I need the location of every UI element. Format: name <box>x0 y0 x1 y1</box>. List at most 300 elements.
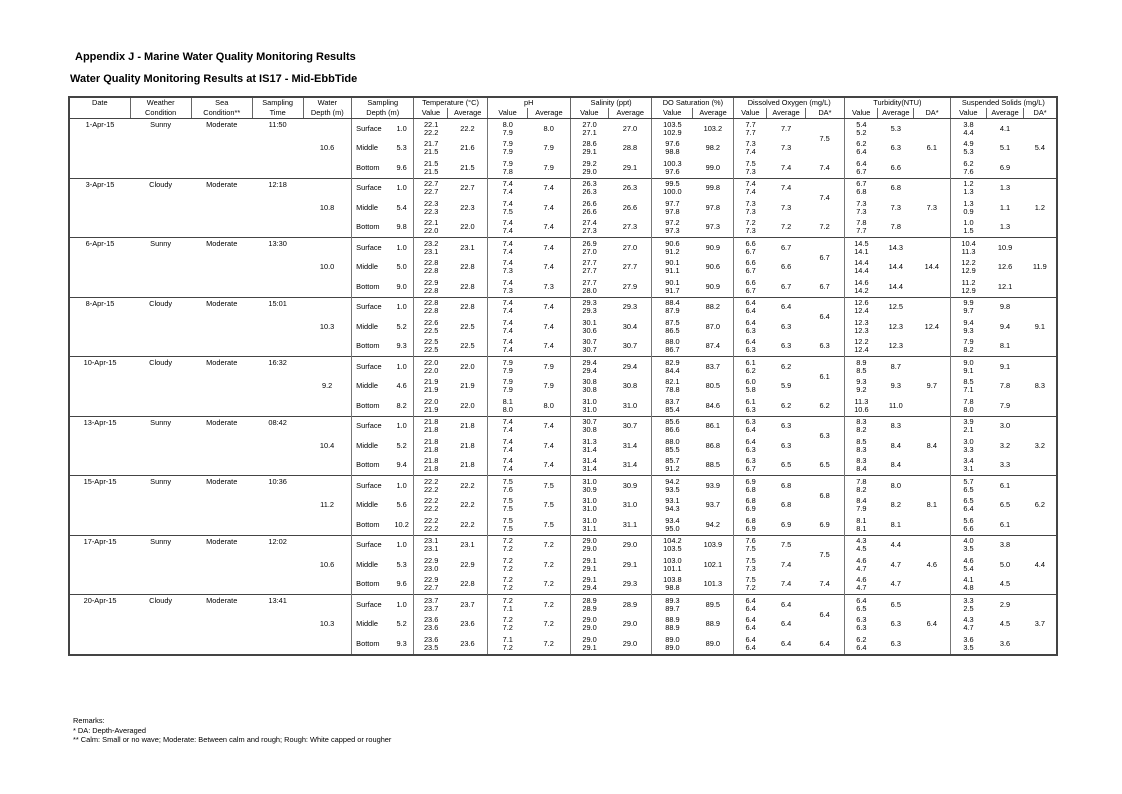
dissolved-oxygen-bottom: 6.5 <box>819 460 830 470</box>
dissolved-oxygen-average: 6.5 <box>780 460 792 470</box>
ph-value-reading-2: 7.9 <box>502 147 513 157</box>
suspended-solids-value-reading-1: 4.6 <box>963 555 974 565</box>
turbidity-value-reading-2: 6.5 <box>856 603 867 613</box>
turbidity-value <box>845 416 878 436</box>
turbidity-value-reading-1: 4.6 <box>856 575 867 585</box>
header-sub-average: Average <box>767 108 805 119</box>
turbidity-value-reading-2: 8.5 <box>856 365 867 375</box>
temperature-value <box>414 595 448 615</box>
suspended-solids-value-reading-1: 3.3 <box>963 595 974 605</box>
depth-level-label: Bottom <box>352 218 390 238</box>
suspended-solids-average: 9.8 <box>986 297 1023 317</box>
temperature-value-reading-2: 22.8 <box>423 266 439 276</box>
salinity-value <box>570 515 608 535</box>
water-depth-cell: 10.6 <box>303 119 352 179</box>
ph-value-reading-1: 8.0 <box>502 119 513 129</box>
dissolved-oxygen-value <box>734 357 767 377</box>
suspended-solids-average: 1.1 <box>999 202 1011 212</box>
sea-condition-cell: Moderate <box>191 178 252 238</box>
temperature-value-reading-2: 21.8 <box>423 464 439 474</box>
do-saturation-value <box>652 158 692 178</box>
temperature-value <box>414 158 448 178</box>
suspended-solids-value-reading-1: 10.4 <box>961 238 976 248</box>
sampling-depth-cell: 5.3 <box>396 559 407 569</box>
suspended-solids-value <box>950 337 986 357</box>
suspended-solids-value <box>950 416 986 436</box>
ph-value <box>487 139 527 159</box>
do-saturation-average: 102.1 <box>703 559 723 569</box>
ph-average: 7.2 <box>543 579 554 589</box>
dissolved-oxygen-value <box>734 377 767 397</box>
suspended-solids-value <box>950 158 986 178</box>
sampling-depth-cell: 5.3 <box>396 143 407 153</box>
suspended-solids-value <box>950 555 986 575</box>
dissolved-oxygen-value-reading-1: 7.2 <box>745 218 756 228</box>
turbidity-da: 6.1 <box>914 119 950 179</box>
do-saturation-value-reading-1: 97.7 <box>665 198 680 208</box>
sampling-depth-cell: 4.6 <box>396 381 407 391</box>
sampling-time-cell: 13:30 <box>252 238 303 298</box>
salinity-value <box>570 218 608 238</box>
temperature-value <box>414 377 448 397</box>
ph-value-reading-2: 7.4 <box>502 444 513 454</box>
temperature-value-reading-1: 21.7 <box>423 139 439 149</box>
do-saturation-value-reading-1: 87.5 <box>665 317 680 327</box>
do-saturation-value-reading-2: 89.0 <box>665 642 680 652</box>
do-saturation-average: 86.8 <box>705 440 721 450</box>
turbidity-value <box>845 496 878 516</box>
do-saturation-average: 86.1 <box>692 416 733 436</box>
header-sub-average: Average <box>986 108 1023 119</box>
temperature-value-reading-2: 22.2 <box>423 504 439 514</box>
header-sub-value: Value <box>414 108 448 119</box>
header-date-sub <box>69 108 130 119</box>
header-do-saturation: DO Saturation (%) <box>652 97 734 108</box>
ph-value <box>487 416 527 436</box>
suspended-solids-value-reading-2: 8.0 <box>963 404 974 414</box>
ph-value-reading-2: 7.1 <box>502 603 513 613</box>
salinity-value-reading-1: 27.7 <box>582 277 597 287</box>
suspended-solids-da: 4.4 <box>1024 535 1057 595</box>
suspended-solids-value-reading-1: 3.6 <box>963 634 974 644</box>
ph-value-reading-2: 7.4 <box>502 187 513 197</box>
do-saturation-average: 99.8 <box>692 178 733 198</box>
suspended-solids-average: 7.9 <box>999 400 1011 410</box>
temperature-value-reading-2: 21.8 <box>423 425 439 435</box>
header-sampling: Sampling <box>252 97 303 108</box>
turbidity-average: 4.4 <box>878 535 914 555</box>
turbidity-average: 14.4 <box>888 262 904 272</box>
salinity-average: 27.0 <box>608 119 652 139</box>
turbidity-value <box>845 297 878 317</box>
dissolved-oxygen-value-reading-2: 6.3 <box>745 325 756 335</box>
turbidity-average: 8.0 <box>878 476 914 496</box>
temperature-average: 22.7 <box>448 178 487 198</box>
depth-level-label: Bottom <box>352 396 390 416</box>
temperature-value <box>414 476 448 496</box>
temperature-value <box>414 139 448 159</box>
turbidity-value-reading-1: 6.4 <box>856 158 867 168</box>
header-sub-da: DA* <box>914 108 950 119</box>
sea-condition-cell: Moderate <box>191 476 252 536</box>
do-saturation-value-reading-2: 98.8 <box>665 147 680 157</box>
dissolved-oxygen-value-reading-1: 6.8 <box>745 496 756 506</box>
turbidity-value-reading-2: 4.5 <box>856 544 867 554</box>
temperature-value <box>414 218 448 238</box>
suspended-solids-average: 12.6 <box>997 262 1013 272</box>
salinity-average: 29.3 <box>622 579 638 589</box>
ph-value-reading-2: 7.2 <box>502 583 513 593</box>
temperature-value <box>414 396 448 416</box>
turbidity-value-reading-1: 6.4 <box>856 595 867 605</box>
suspended-solids-value-reading-2: 5.3 <box>963 147 974 157</box>
suspended-solids-value <box>950 258 986 278</box>
turbidity-da: 8.1 <box>914 476 950 536</box>
do-saturation-value-reading-2: 94.3 <box>665 504 680 514</box>
temperature-value <box>414 119 448 139</box>
sea-condition-cell: Moderate <box>191 238 252 298</box>
salinity-average: 29.0 <box>608 535 652 555</box>
turbidity-value-reading-1: 7.8 <box>856 476 867 486</box>
do-saturation-value-reading-2: 91.7 <box>665 285 680 295</box>
suspended-solids-da: 5.4 <box>1024 119 1057 179</box>
turbidity-average: 5.3 <box>878 119 914 139</box>
do-saturation-value-reading-1: 103.0 <box>663 555 682 565</box>
depth-level-label: Surface <box>352 476 390 496</box>
turbidity-value-reading-1: 8.3 <box>856 456 867 466</box>
salinity-value-reading-2: 26.6 <box>582 206 597 216</box>
ph-average: 7.4 <box>528 416 570 436</box>
temperature-value-reading-2: 21.5 <box>423 147 439 157</box>
water-quality-table <box>68 96 1058 656</box>
salinity-value-reading-2: 27.0 <box>582 246 597 256</box>
do-saturation-value-reading-2: 100.0 <box>663 187 682 197</box>
suspended-solids-value-reading-2: 1.3 <box>963 187 974 197</box>
sampling-time-cell: 11:50 <box>252 119 303 179</box>
ph-average: 7.9 <box>543 381 554 391</box>
ph-value-reading-1: 7.4 <box>502 456 513 466</box>
do-saturation-value-reading-2: 93.5 <box>665 484 680 494</box>
salinity-value-reading-2: 29.0 <box>582 166 597 176</box>
do-saturation-average: 88.9 <box>705 619 721 629</box>
turbidity-value-reading-1: 8.1 <box>856 515 867 525</box>
salinity-value <box>570 456 608 476</box>
water-depth-cell: 10.3 <box>303 297 352 357</box>
turbidity-value-reading-1: 9.3 <box>856 377 867 387</box>
ph-value-reading-2: 7.2 <box>502 623 513 633</box>
salinity-value-reading-1: 31.3 <box>582 436 597 446</box>
weather-cell: Cloudy <box>130 178 191 238</box>
salinity-average: 30.7 <box>608 416 652 436</box>
do-saturation-value-reading-1: 83.7 <box>665 396 680 406</box>
salinity-value-reading-1: 29.0 <box>582 615 597 625</box>
sampling-depth-cell: 1.0 <box>390 297 414 317</box>
dissolved-oxygen-average: 6.3 <box>780 341 792 351</box>
dissolved-oxygen-value <box>734 396 767 416</box>
ph-value-reading-1: 7.2 <box>502 615 513 625</box>
sampling-depth-cell: 5.6 <box>396 500 407 510</box>
ph-value <box>487 396 527 416</box>
turbidity-da: 12.4 <box>914 297 950 357</box>
ph-value <box>487 317 527 337</box>
do-saturation-value-reading-1: 85.6 <box>665 417 680 427</box>
temperature-average: 22.2 <box>448 476 487 496</box>
suspended-solids-value-reading-1: 4.3 <box>963 615 974 625</box>
suspended-solids-value <box>950 634 986 655</box>
temperature-value-reading-2: 21.8 <box>423 444 439 454</box>
sampling-time-cell: 10:36 <box>252 476 303 536</box>
do-saturation-value <box>652 515 692 535</box>
do-saturation-value-reading-1: 103.5 <box>663 119 682 129</box>
dissolved-oxygen-da: 6.8 <box>805 476 844 516</box>
depth-level-label: Bottom <box>352 634 390 655</box>
do-saturation-value <box>652 238 692 258</box>
ph-average: 7.4 <box>543 440 554 450</box>
suspended-solids-value <box>950 218 986 238</box>
header-sub-da: DA* <box>1024 108 1057 119</box>
ph-value-reading-1: 7.4 <box>502 179 513 189</box>
salinity-value <box>570 555 608 575</box>
suspended-solids-value <box>950 396 986 416</box>
turbidity-average: 6.6 <box>890 162 901 172</box>
salinity-value-reading-2: 31.0 <box>582 504 597 514</box>
temperature-value-reading-2: 23.0 <box>423 563 439 573</box>
suspended-solids-da: 6.2 <box>1024 476 1057 536</box>
turbidity-average: 8.7 <box>878 357 914 377</box>
dissolved-oxygen-value <box>734 515 767 535</box>
dissolved-oxygen-value-reading-2: 7.5 <box>745 544 756 554</box>
dissolved-oxygen-average: 7.4 <box>780 579 792 589</box>
salinity-average: 30.4 <box>622 321 638 331</box>
temperature-value <box>414 634 448 655</box>
salinity-value-reading-1: 30.7 <box>582 337 597 347</box>
ph-value-reading-1: 7.5 <box>502 476 513 486</box>
salinity-value-reading-1: 29.0 <box>582 536 597 546</box>
dissolved-oxygen-value-reading-1: 7.5 <box>745 575 756 585</box>
temperature-value-reading-1: 23.6 <box>423 634 439 644</box>
dissolved-oxygen-value-reading-2: 7.3 <box>745 206 756 216</box>
temperature-value-reading-1: 22.7 <box>423 179 439 189</box>
turbidity-value-reading-2: 10.6 <box>854 404 869 414</box>
dissolved-oxygen-bottom: 6.7 <box>819 281 830 291</box>
sampling-depth-cell: 9.3 <box>396 341 407 351</box>
weather-cell: Sunny <box>130 535 191 595</box>
dissolved-oxygen-value <box>734 218 767 238</box>
suspended-solids-value-reading-2: 11.3 <box>961 246 976 256</box>
turbidity-value-reading-2: 14.2 <box>854 285 869 295</box>
turbidity-value-reading-1: 7.8 <box>856 218 867 228</box>
ph-average: 7.2 <box>528 535 570 555</box>
ph-average: 7.9 <box>543 143 554 153</box>
suspended-solids-value <box>950 595 986 615</box>
water-depth-cell: 10.8 <box>303 178 352 238</box>
salinity-average: 31.4 <box>622 460 638 470</box>
do-saturation-value-reading-2: 85.4 <box>665 404 680 414</box>
turbidity-value <box>845 634 878 655</box>
salinity-average: 27.7 <box>622 262 638 272</box>
header-sub-average: Average <box>608 108 652 119</box>
ph-value <box>487 277 527 297</box>
do-saturation-value-reading-1: 90.1 <box>665 258 680 268</box>
salinity-average: 31.4 <box>622 440 638 450</box>
salinity-value-reading-2: 30.9 <box>582 484 597 494</box>
salinity-value-reading-2: 29.1 <box>582 563 597 573</box>
sampling-depth-cell: 1.0 <box>390 595 414 615</box>
suspended-solids-value-reading-2: 0.9 <box>963 206 974 216</box>
temperature-value <box>414 456 448 476</box>
temperature-value-reading-1: 21.5 <box>423 158 439 168</box>
salinity-value-reading-2: 31.0 <box>582 404 597 414</box>
ph-value-reading-2: 7.5 <box>502 206 513 216</box>
turbidity-value-reading-1: 12.6 <box>854 298 869 308</box>
suspended-solids-value <box>950 178 986 198</box>
temperature-value <box>414 238 448 258</box>
turbidity-value-reading-2: 7.9 <box>856 504 867 514</box>
ph-value-reading-2: 7.5 <box>502 523 513 533</box>
ph-value-reading-1: 7.2 <box>502 555 513 565</box>
ph-value <box>487 515 527 535</box>
salinity-average: 29.1 <box>622 559 638 569</box>
ph-average: 7.5 <box>543 500 554 510</box>
temperature-value-reading-1: 22.8 <box>423 258 439 268</box>
date-cell: 15-Apr-15 <box>69 476 130 536</box>
dissolved-oxygen-average: 7.4 <box>780 162 792 172</box>
suspended-solids-da: 3.2 <box>1024 416 1057 476</box>
dissolved-oxygen-average: 7.4 <box>780 559 792 569</box>
dissolved-oxygen-value-reading-2: 7.4 <box>745 187 756 197</box>
dissolved-oxygen-average: 6.9 <box>780 519 792 529</box>
turbidity-value <box>845 535 878 555</box>
ph-value-reading-2: 7.4 <box>502 226 513 236</box>
do-saturation-average: 101.3 <box>703 579 723 589</box>
turbidity-value <box>845 158 878 178</box>
ph-value-reading-2: 7.4 <box>502 306 513 316</box>
sampling-depth-cell: 1.0 <box>390 178 414 198</box>
suspended-solids-value-reading-1: 3.9 <box>963 417 974 427</box>
suspended-solids-average: 3.8 <box>986 535 1023 555</box>
salinity-value <box>570 178 608 198</box>
suspended-solids-value-reading-2: 5.4 <box>963 563 974 573</box>
temperature-value-reading-1: 22.2 <box>423 515 439 525</box>
dissolved-oxygen-value-reading-2: 6.4 <box>745 603 756 613</box>
salinity-value-reading-1: 30.8 <box>582 377 597 387</box>
temperature-value-reading-1: 22.0 <box>423 396 439 406</box>
ph-value-reading-1: 7.4 <box>502 298 513 308</box>
ph-average: 7.4 <box>543 321 554 331</box>
salinity-value-reading-1: 29.2 <box>582 158 597 168</box>
turbidity-value-reading-1: 6.7 <box>856 179 867 189</box>
suspended-solids-value-reading-2: 4.4 <box>963 127 974 137</box>
dissolved-oxygen-average: 7.3 <box>780 202 792 212</box>
sampling-depth-cell: 9.6 <box>396 579 407 589</box>
depth-level-label: Middle <box>352 139 390 159</box>
salinity-average: 27.0 <box>608 238 652 258</box>
do-saturation-value-reading-2: 86.6 <box>665 425 680 435</box>
water-depth-cell: 10.6 <box>303 535 352 595</box>
ph-value-reading-1: 7.4 <box>502 238 513 248</box>
ph-value-reading-1: 7.2 <box>502 536 513 546</box>
suspended-solids-average: 4.5 <box>999 579 1011 589</box>
temperature-value <box>414 277 448 297</box>
turbidity-average: 8.2 <box>890 500 901 510</box>
temperature-value-reading-2: 22.0 <box>423 226 439 236</box>
do-saturation-value <box>652 178 692 198</box>
salinity-value <box>570 158 608 178</box>
sampling-depth-cell: 5.2 <box>396 321 407 331</box>
sampling-depth-cell: 9.3 <box>396 638 407 648</box>
suspended-solids-average: 2.9 <box>986 595 1023 615</box>
dissolved-oxygen-value <box>734 476 767 496</box>
temperature-value-reading-2: 22.3 <box>423 206 439 216</box>
ph-value-reading-1: 8.1 <box>502 396 513 406</box>
do-saturation-value-reading-2: 101.1 <box>663 563 682 573</box>
ph-average: 7.3 <box>543 281 554 291</box>
salinity-value-reading-1: 28.9 <box>582 595 597 605</box>
ph-value-reading-2: 7.6 <box>502 484 513 494</box>
ph-value-reading-2: 8.0 <box>502 404 513 414</box>
salinity-average: 29.0 <box>622 619 638 629</box>
salinity-value-reading-2: 29.4 <box>582 365 597 375</box>
salinity-value <box>570 297 608 317</box>
temperature-value-reading-2: 23.1 <box>423 544 439 554</box>
ph-average: 7.2 <box>528 595 570 615</box>
turbidity-value-reading-2: 12.4 <box>854 306 869 316</box>
suspended-solids-average: 3.3 <box>999 460 1011 470</box>
ph-value-reading-1: 7.2 <box>502 575 513 585</box>
suspended-solids-value-reading-1: 5.7 <box>963 476 974 486</box>
dissolved-oxygen-value <box>734 198 767 218</box>
turbidity-average: 8.3 <box>878 416 914 436</box>
temperature-average: 22.5 <box>460 341 475 351</box>
temperature-value-reading-1: 22.1 <box>423 119 439 129</box>
salinity-value <box>570 436 608 456</box>
do-saturation-value-reading-1: 104.2 <box>663 536 682 546</box>
temperature-value-reading-2: 21.5 <box>423 166 439 176</box>
header-ph: pH <box>487 97 570 108</box>
do-saturation-value-reading-1: 90.6 <box>665 238 680 248</box>
turbidity-value-reading-1: 4.6 <box>856 555 867 565</box>
dissolved-oxygen-value-reading-1: 6.1 <box>745 357 756 367</box>
ph-value-reading-1: 7.2 <box>502 595 513 605</box>
turbidity-value-reading-2: 8.3 <box>856 444 867 454</box>
dissolved-oxygen-value-reading-2: 6.4 <box>745 642 756 652</box>
temperature-value <box>414 436 448 456</box>
temperature-average: 22.5 <box>460 321 475 331</box>
header-salinity: Salinity (ppt) <box>570 97 652 108</box>
turbidity-average: 12.3 <box>888 341 904 351</box>
salinity-value <box>570 139 608 159</box>
date-cell: 10-Apr-15 <box>69 357 130 417</box>
salinity-average: 31.0 <box>622 500 638 510</box>
suspended-solids-value-reading-1: 9.0 <box>963 357 974 367</box>
temperature-value-reading-2: 22.2 <box>423 523 439 533</box>
dissolved-oxygen-da: 6.7 <box>805 238 844 278</box>
salinity-average: 31.1 <box>622 519 638 529</box>
do-saturation-value <box>652 119 692 139</box>
salinity-value <box>570 535 608 555</box>
temperature-value-reading-2: 22.2 <box>423 484 439 494</box>
date-cell: 13-Apr-15 <box>69 416 130 476</box>
salinity-value-reading-1: 29.0 <box>582 634 597 644</box>
header-sub-average: Average <box>878 108 914 119</box>
dissolved-oxygen-average: 6.2 <box>780 400 792 410</box>
turbidity-value-reading-1: 14.4 <box>854 258 869 268</box>
dissolved-oxygen-value-reading-1: 6.4 <box>745 634 756 644</box>
turbidity-da: 4.6 <box>914 535 950 595</box>
suspended-solids-value-reading-2: 3.1 <box>963 464 974 474</box>
ph-value-reading-1: 7.4 <box>502 436 513 446</box>
dissolved-oxygen-value-reading-2: 6.7 <box>745 464 756 474</box>
